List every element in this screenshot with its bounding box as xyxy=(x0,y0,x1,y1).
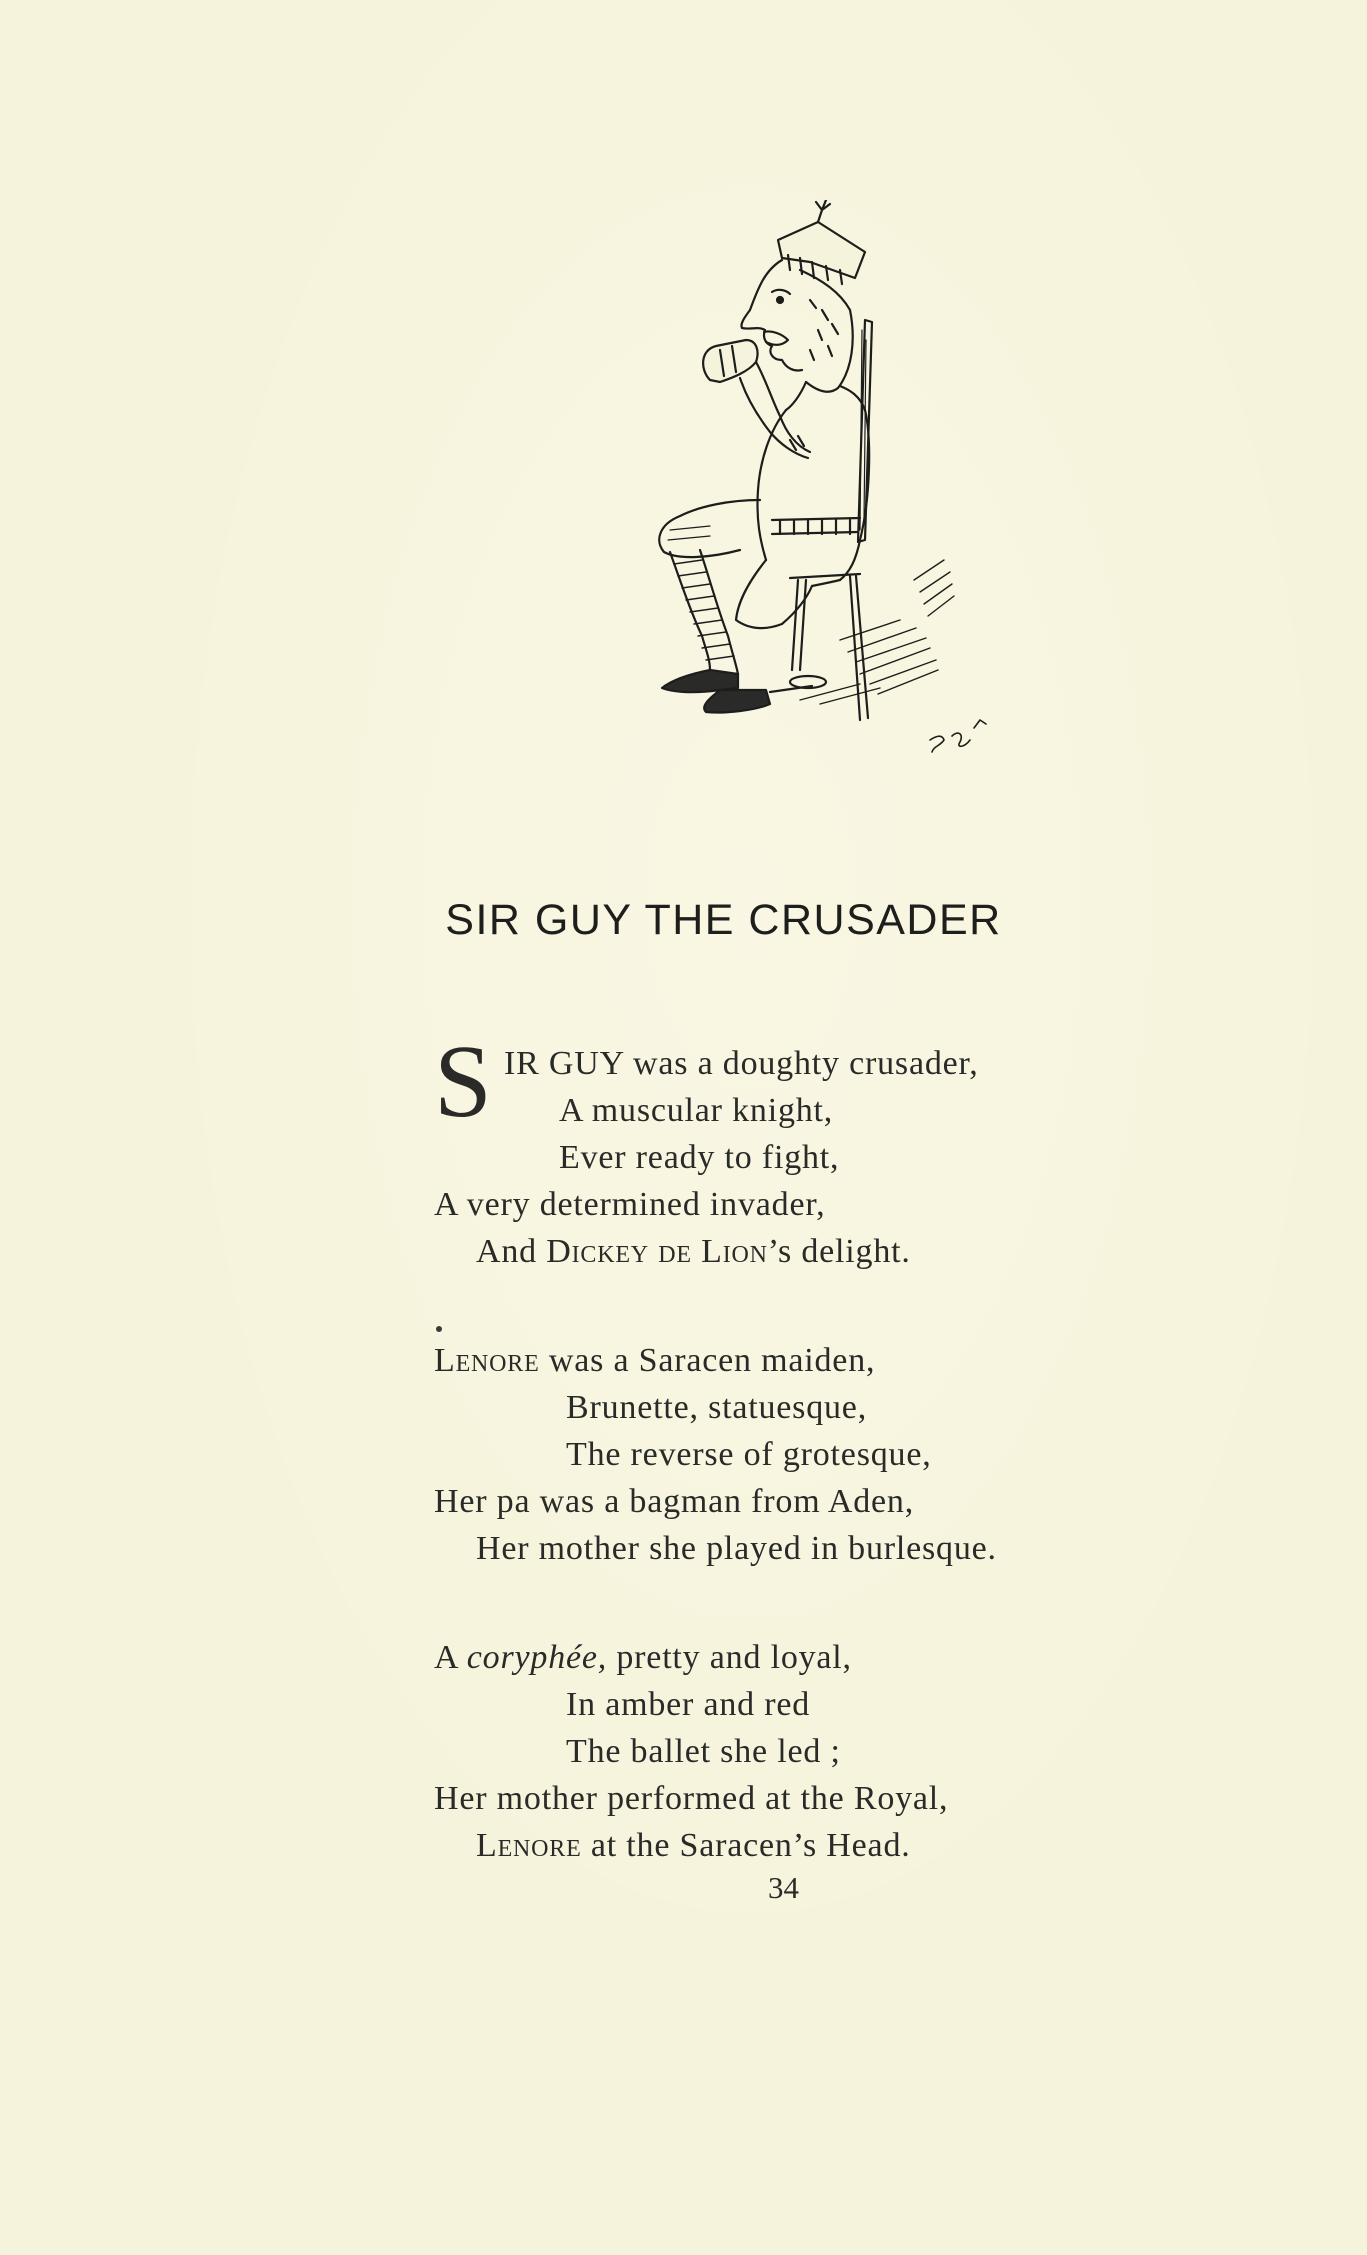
italic-coryphee: coryphée, xyxy=(466,1639,608,1676)
poem-line: Her mother performed at the Royal, xyxy=(434,1780,949,1817)
poem-body xyxy=(434,1024,1154,1931)
poem-line: Brunette, statuesque, xyxy=(566,1389,868,1426)
poem-line: A very determined invader, xyxy=(434,1186,826,1223)
poem-line: Her mother she played in burlesque. xyxy=(476,1530,997,1567)
drop-cap: S xyxy=(434,1024,493,1139)
poem-title: SIR GUY THE CRUSADER xyxy=(445,896,1002,944)
poem-line: A coryphée, pretty and loyal, xyxy=(434,1639,852,1676)
stanza-1 xyxy=(434,1024,1154,1275)
poem-line: Lenore at the Saracen’s Head. xyxy=(476,1827,911,1864)
seated-crusader-illustration xyxy=(560,200,1000,780)
poem-line: Lenore was a Saracen maiden, xyxy=(434,1342,876,1379)
name-lenore: Lenore xyxy=(476,1827,582,1864)
name-dickey-de-lion: Dickey de Lion xyxy=(546,1233,768,1270)
poem-line: The ballet she led ; xyxy=(566,1733,841,1770)
ink-speck xyxy=(436,1326,442,1332)
poem-line: Her pa was a bagman from Aden, xyxy=(434,1483,915,1520)
poem-line: In amber and red xyxy=(566,1686,811,1723)
poem-line: The reverse of grotesque, xyxy=(566,1436,932,1473)
poem-line: Ever ready to fight, xyxy=(559,1139,840,1176)
poem-line: S IR GUY was a doughty crusader, xyxy=(434,1024,979,1139)
poem-line: And Dickey de Lion’s delight. xyxy=(476,1233,911,1270)
stanza-3 xyxy=(434,1634,1154,1869)
name-lenore: Lenore xyxy=(434,1342,540,1379)
poem-line: A muscular knight, xyxy=(559,1092,834,1129)
page-number: 34 xyxy=(768,1870,799,1905)
stanza-2 xyxy=(434,1337,1154,1572)
